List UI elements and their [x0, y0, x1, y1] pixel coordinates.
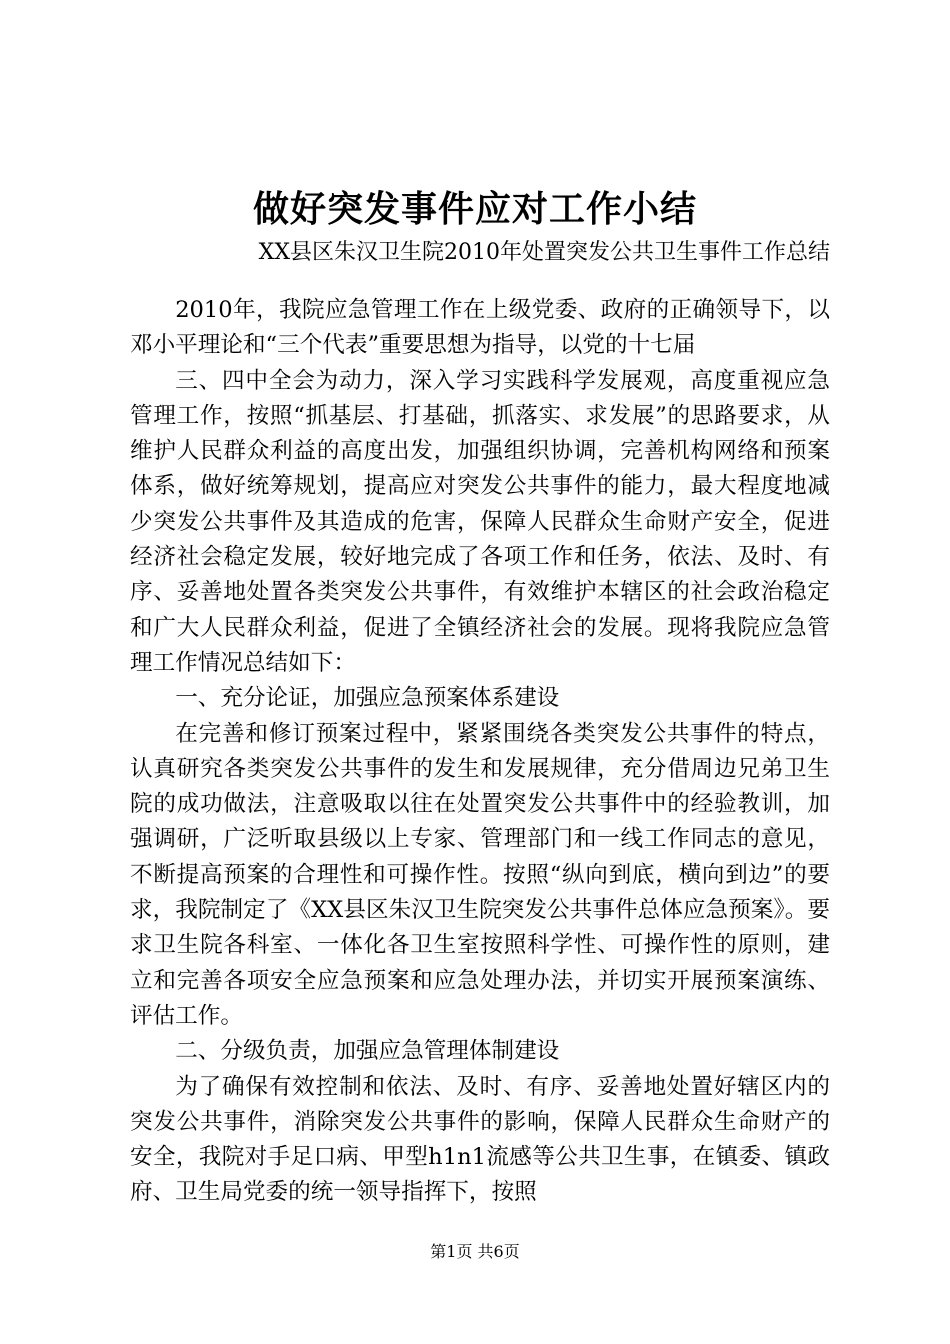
paragraph-section-1: 在完善和修订预案过程中，紧紧围绕各类突发公共事件的特点，认真研究各类突发公共事件的发生和发展规律，充分借周边兄弟卫生院的成功做法，注意吸取以往在处置突发公共事件中的经验教训，加强调研，广泛听取县级以上专家、管理部门和一线工作同志的意见，不断提高预案的合理性和可操作性。按照“纵向到底，横向到边”的要求，我院制定了《XX县区朱汉卫生院突发公共事件总体应急预案》。要求卫生院各科室、一体化各卫生室按照科学性、可操作性的原则，建立和完善各项安全应急预案和应急处理办法，并切实开展预案演练、评估工作。 — [130, 720, 830, 1029]
section-heading-1: 一、充分论证，加强应急预案体系建设 — [175, 685, 560, 712]
section-heading-2: 二、分级负责，加强应急管理体制建设 — [175, 1038, 560, 1065]
paragraph-overview: 三、四中全会为动力，深入学习实践科学发展观，高度重视应急管理工作，按照“抓基层、打基础，抓落实、求发展”的思路要求，从维护人民群众利益的高度出发，加强组织协调，完善机构网络和预案体系，做好统筹规划，提高应对突发公共事件的能力，最大程度地减少突发公共事件及其造成的危害，保障人民群众生命财产安全，促进经济社会稳定发展，较好地完成了各项工作和任务，依法、及时、有序、妥善地处置各类突发公共事件，有效维护本辖区的社会政治稳定和广大人民群众利益，促进了全镇经济社会的发展。现将我院应急管理工作情况总结如下： — [130, 367, 830, 676]
page-footer: 第1页 共6页 — [430, 1242, 520, 1261]
document-body — [130, 293, 830, 1211]
paragraph-section-2: 为了确保有效控制和依法、及时、有序、妥善地处置好辖区内的突发公共事件，消除突发公共事件的影响，保障人民群众生命财产的安全，我院对手足口病、甲型h1n1流感等公共卫生事，在镇委、镇政府、卫生局党委的统一领导指挥下，按照 — [130, 1073, 830, 1206]
document-title: 做好突发事件应对工作小结 — [252, 188, 697, 230]
document-subtitle: XX县区朱汉卫生院2010年处置突发公共卫生事件工作总结 — [258, 240, 830, 265]
paragraph-intro: 2010年，我院应急管理工作在上级党委、政府的正确领导下，以邓小平理论和“三个代表”重要思想为指导，以党的十七届 — [130, 297, 830, 359]
